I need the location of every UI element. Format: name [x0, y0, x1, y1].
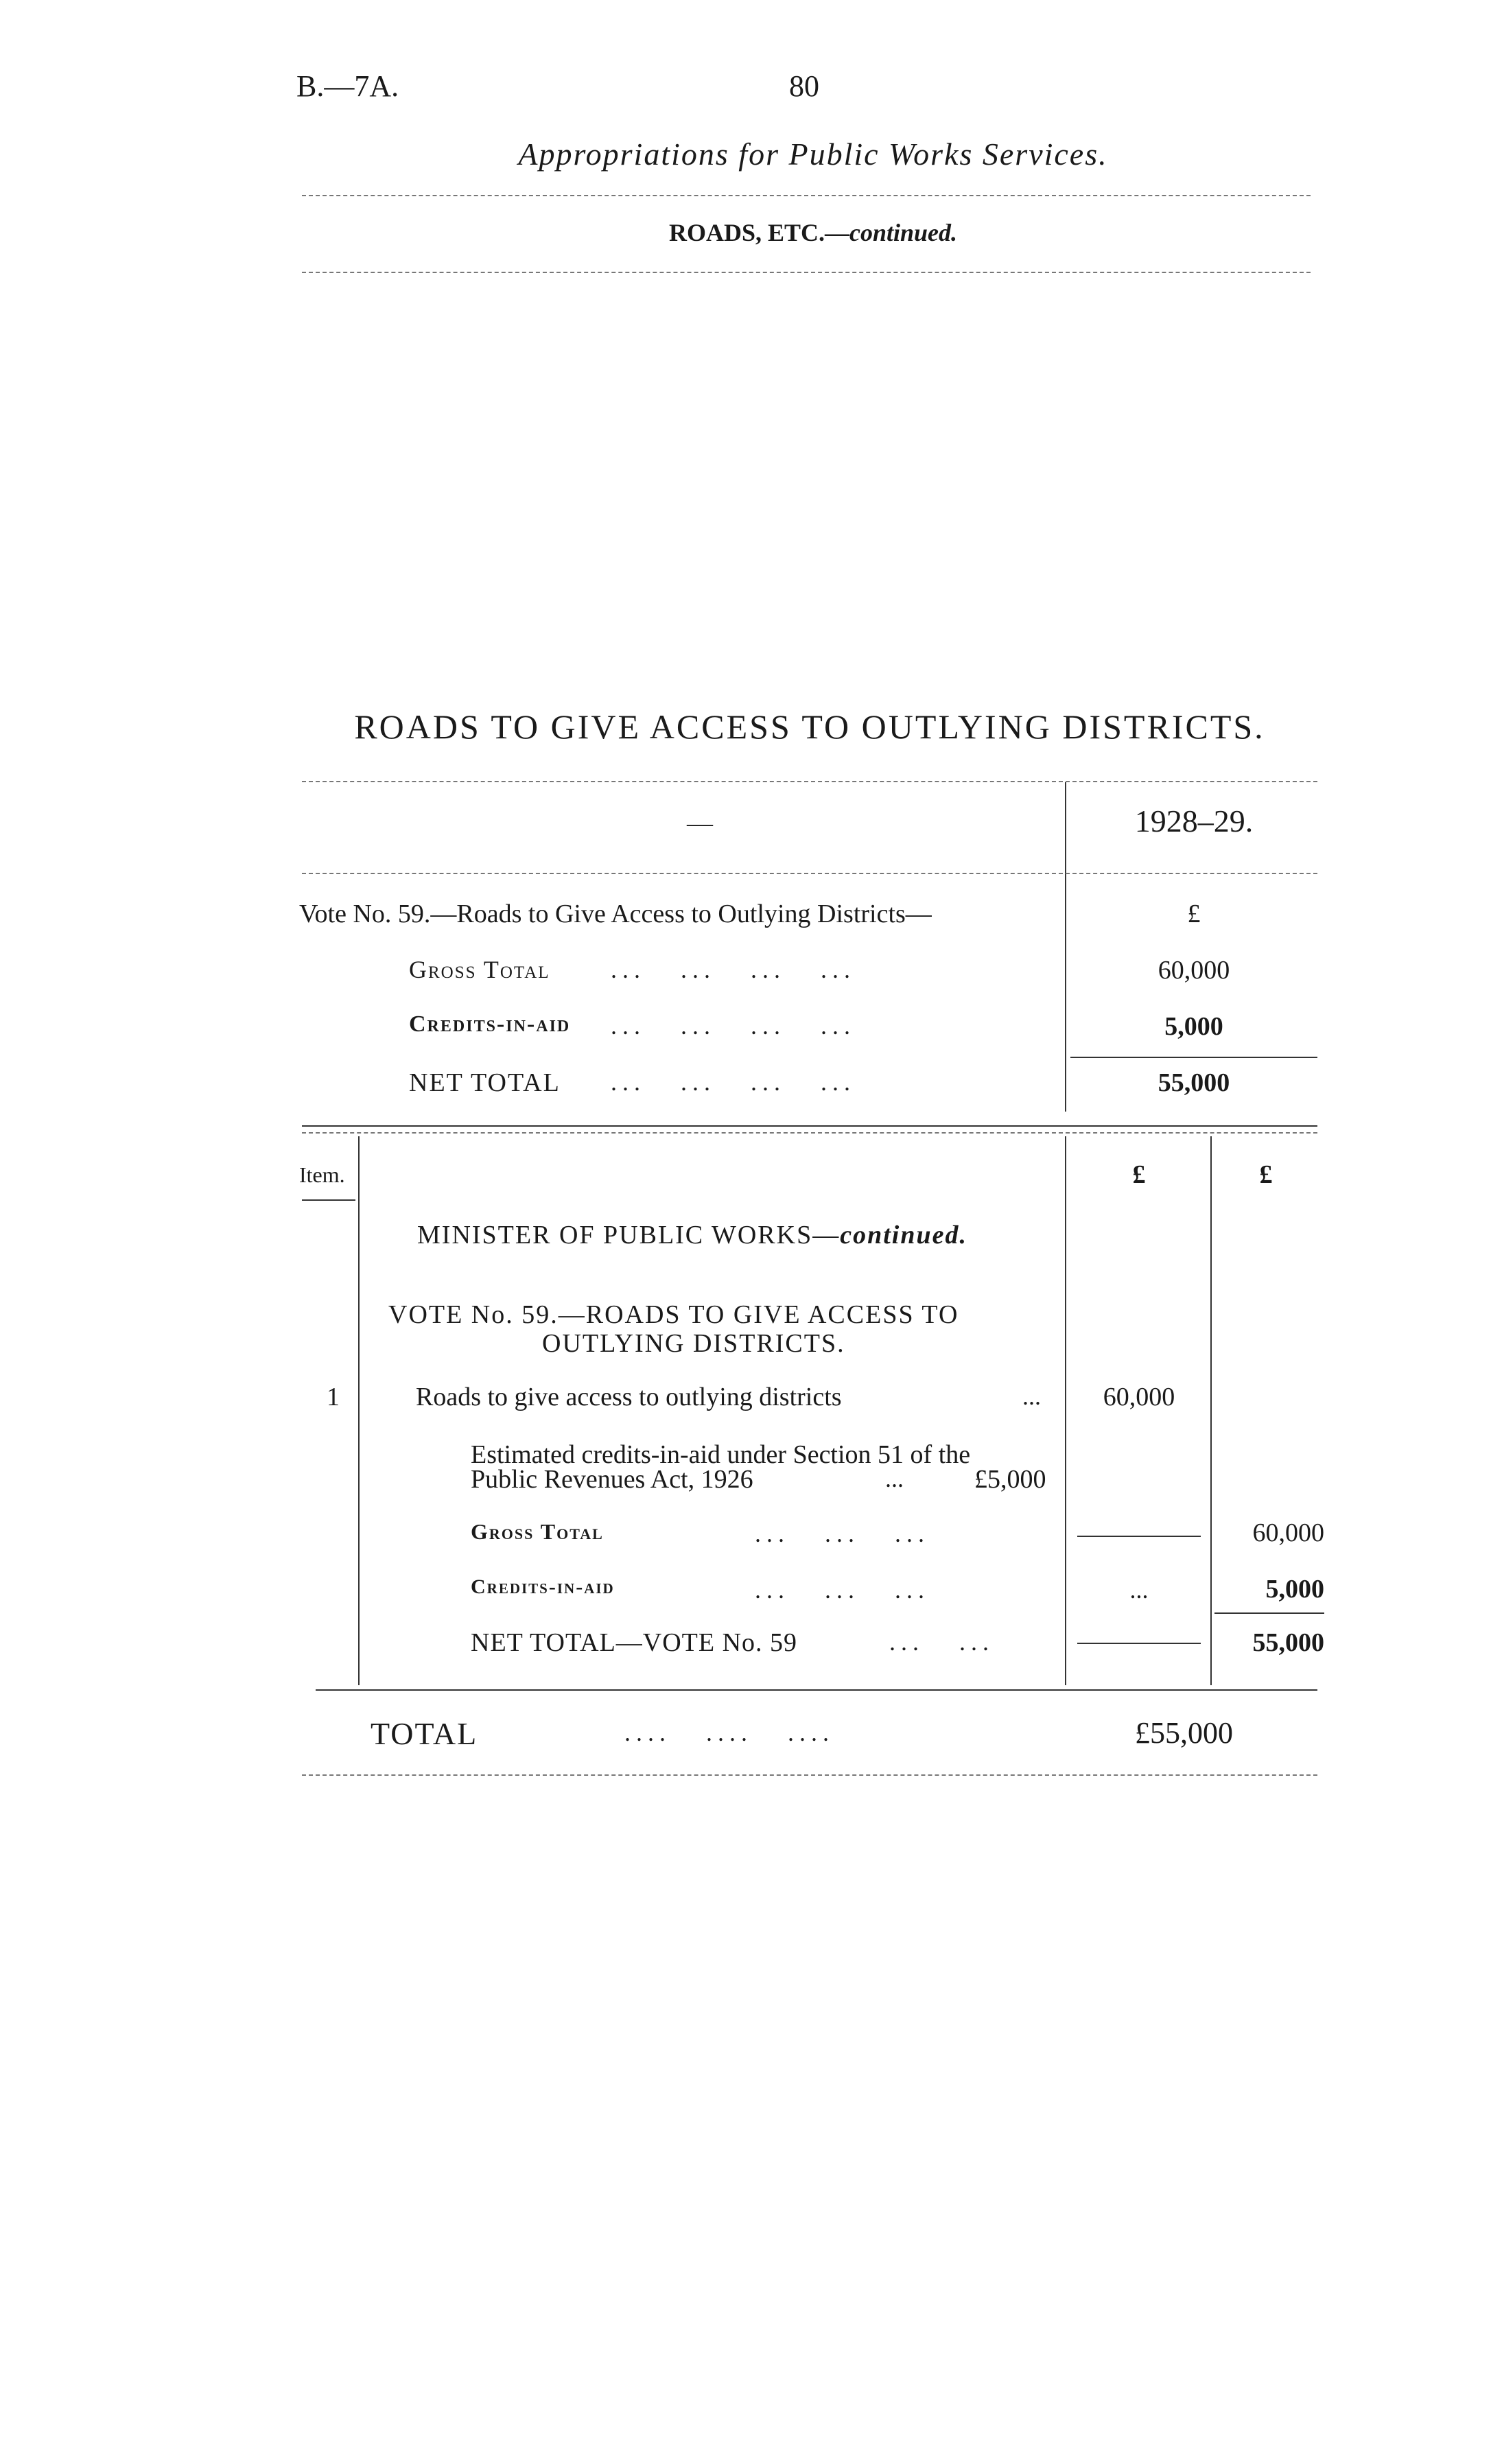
detail-col1-divider — [1065, 1136, 1066, 1685]
header-rule — [302, 195, 1311, 196]
detail-vote-heading-2: OUTLYING DISTRICTS. — [542, 1329, 845, 1358]
detail-note-line-2: Public Revenues Act, 1926 — [471, 1465, 753, 1494]
detail-net-dots: ... ... — [889, 1628, 994, 1656]
total-label: TOTAL — [371, 1716, 478, 1751]
summary-divider — [1065, 782, 1066, 1112]
detail-net-value: 55,000 — [1252, 1628, 1324, 1657]
detail-note-dots: ... — [885, 1465, 904, 1492]
summary-gross-dots: ... ... ... ... — [611, 956, 856, 983]
section-title-rule — [302, 781, 1317, 782]
summary-gross-label: Gross Total — [409, 956, 550, 983]
detail-currency-1: £ — [1132, 1160, 1146, 1189]
summary-net-label: NET TOTAL — [409, 1068, 561, 1097]
summary-credits-dots: ... ... ... ... — [611, 1012, 856, 1040]
summary-currency: £ — [1187, 900, 1201, 928]
detail-item-label: Roads to give access to outlying districts — [416, 1383, 842, 1411]
total-rule — [302, 1774, 1317, 1776]
summary-header-rule — [302, 873, 1317, 874]
detail-col2-divider — [1210, 1136, 1212, 1685]
section-title: ROADS TO GIVE ACCESS TO OUTLYING DISTRICTS. — [354, 707, 1265, 746]
detail-credits-value: 5,000 — [1265, 1575, 1324, 1604]
detail-item-number: 1 — [327, 1383, 340, 1411]
detail-gross-label: Gross Total — [471, 1519, 604, 1544]
summary-credits-label: Credits-in-aid — [409, 1011, 571, 1037]
summary-vote-line: Vote No. 59.—Roads to Give Access to Outlying Districts— — [299, 900, 932, 928]
total-dots: .... .... .... — [624, 1719, 834, 1746]
page-number: 80 — [789, 69, 819, 103]
subtitle-rule — [302, 272, 1311, 273]
detail-vote-heading-1: VOTE No. 59.—ROADS TO GIVE ACCESS TO — [388, 1300, 959, 1329]
page-ref: B.—7A. — [296, 69, 399, 103]
subtitle-main: ROADS, ETC.— — [668, 219, 849, 246]
summary-credits-value: 5,000 — [1164, 1012, 1223, 1041]
detail-credits-label: Credits-in-aid — [471, 1575, 615, 1598]
detail-net-rule — [1077, 1643, 1201, 1644]
minister-main: MINISTER OF PUBLIC WORKS— — [417, 1221, 841, 1249]
detail-credits-dots: ... ... ... — [755, 1576, 930, 1604]
detail-note-line-1: Estimated credits-in-aid under Section 51 of the — [471, 1440, 971, 1469]
detail-credits-col1: ... — [1129, 1576, 1149, 1604]
summary-subtotal-rule — [1070, 1057, 1317, 1058]
detail-net-label: NET TOTAL—VOTE No. 59 — [471, 1628, 798, 1657]
summary-dash: — — [687, 809, 713, 838]
detail-gross-rule — [1077, 1536, 1201, 1537]
detail-minister-heading — [417, 1220, 967, 1250]
section-subtitle — [412, 218, 1214, 247]
detail-item-dots: ... — [1022, 1383, 1041, 1410]
detail-currency-2: £ — [1259, 1160, 1273, 1189]
detail-item-header: Item. — [299, 1162, 345, 1187]
detail-item-header-rule — [302, 1199, 355, 1201]
summary-year-header: 1928–29. — [1134, 803, 1254, 838]
summary-net-value: 55,000 — [1158, 1068, 1230, 1097]
total-value: £55,000 — [1135, 1716, 1233, 1750]
subtitle-italic: continued. — [849, 219, 958, 246]
detail-note-value: £5,000 — [974, 1465, 1046, 1494]
detail-bottom-rule — [316, 1689, 1317, 1691]
page-title: Appropriations for Public Works Services. — [518, 137, 1108, 172]
detail-gross-dots: ... ... ... — [755, 1520, 930, 1547]
summary-bottom-rule — [302, 1125, 1317, 1127]
minister-italic: continued. — [840, 1221, 967, 1249]
detail-credits-rule — [1214, 1612, 1324, 1614]
detail-gross-value: 60,000 — [1252, 1518, 1324, 1547]
summary-net-dots: ... ... ... ... — [611, 1068, 856, 1096]
detail-item-value: 60,000 — [1103, 1383, 1175, 1411]
summary-bottom-rule-2 — [302, 1132, 1317, 1134]
detail-item-divider — [358, 1136, 360, 1685]
summary-gross-value: 60,000 — [1158, 956, 1230, 985]
